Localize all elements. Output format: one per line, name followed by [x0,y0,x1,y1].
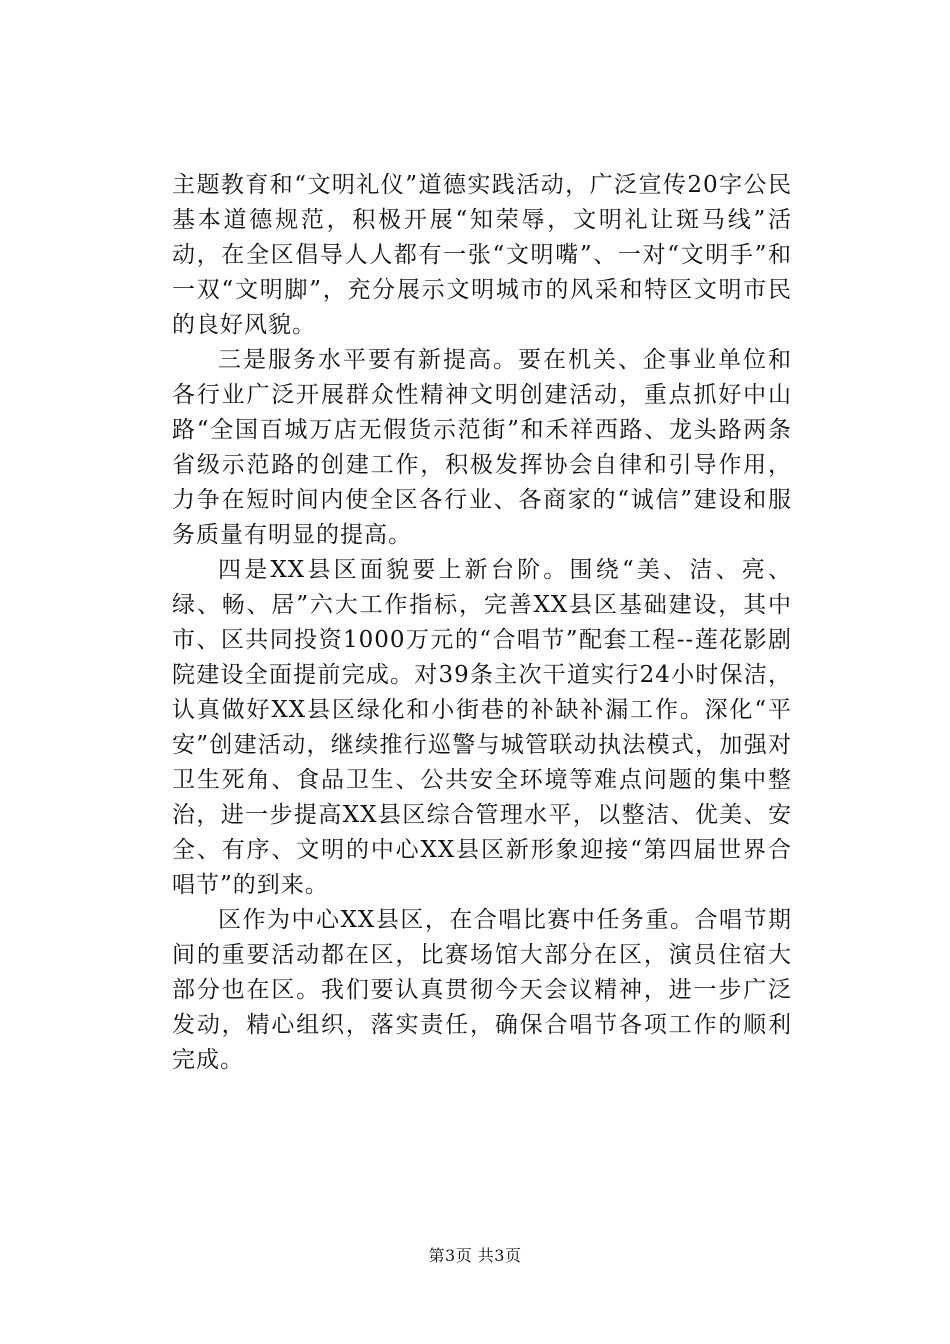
paragraph-service-level: 三是服务水平要有新提高。要在机关、企事业单位和各行业广泛开展群众性精神文明创建活动，重点抓好中山路“全国百城万店无假货示范街”和禾祥西路、龙头路两条省级示范路的创建工作，积极发挥协会自律和引导作用，力争在短时间内使全区各行业、各商家的“诚信”建设和服务质量有明显的提高。 [172,347,792,548]
page-number-footer: 第3页 共3页 [428,1246,522,1265]
document-body [172,168,792,1078]
paragraph-conclusion: 区作为中心XX县区，在合唱比赛中任务重。合唱节期间的重要活动都在区，比赛场馆大部分在区，演员住宿大部分也在区。我们要认真贯彻今天会议精神，进一步广泛发动，精心组织，落实责任，确保合唱节各项工作的顺利完成。 [172,907,792,1073]
paragraph-continuation: 主题教育和“文明礼仪”道德实践活动，广泛宣传20字公民基本道德规范，积极开展“知荣辱，文明礼让斑马线”活动，在全区倡导人人都有一张“文明嘴”、一对“文明手”和一双“文明脚”，充分展示文明城市的风采和特区文明市民的良好风貌。 [172,172,792,338]
paragraph-district-appearance: 四是XX县区面貌要上新台阶。围绕“美、洁、亮、绿、畅、居”六大工作指标，完善XX县区基础建设，其中市、区共同投资1000万元的“合唱节”配套工程--莲花影剧院建设全面提前完成。对39条主次干道实行24小时保洁，认真做好XX县区绿化和小街巷的补缺补漏工作。深化“平安”创建活动，继续推行巡警与城管联动执法模式，加强对卫生死角、食品卫生、公共安全环境等难点问题的集中整治，进一步提高XX县区综合管理水平，以整洁、优美、安全、有序、文明的中心XX县区新形象迎接“第四届世界合唱节”的到来。 [172,557,792,898]
